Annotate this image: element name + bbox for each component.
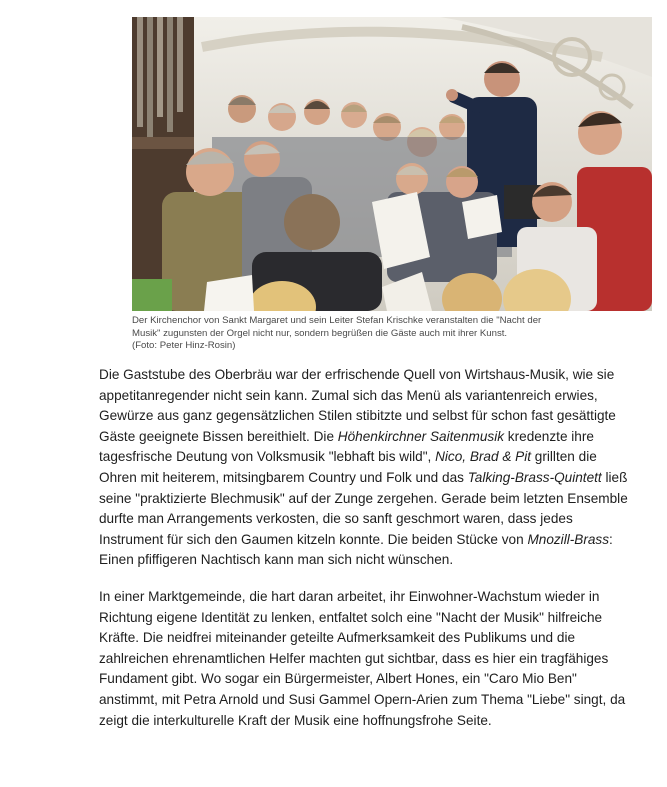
photo-credit: (Foto: Peter Hinz-Rosin) — [132, 340, 236, 352]
ensemble-name-talking-brass: Talking-Brass-Quintett — [467, 469, 602, 485]
p1-text-c: grillten die Ohren mit heiterem, mitsingbarem Country und Folk und das — [99, 449, 597, 485]
p1-text-b: kredenzte ihre tagesfrische Deutung von Volksmusik "lebhaft bis wild", — [99, 428, 594, 465]
ensemble-name-nico-brad-pit: Nico, Brad & Pit — [435, 449, 532, 465]
article-paragraph-2: In einer Marktgemeinde, die hart daran arbeitet, ihr Einwohner-Wachstum wieder in Richtung eigene Identität zu lenken, entfaltet solch eine "Nacht der Musik" hilfreiche Kräfte. Die neidfrei miteinander geteilte Aufmerksamkeit des Publikums und die zahlreichen ehrenamtlichen Helfer machten gut sichtbar, dass es hier ein tragfähiges Fundament gibt. Wo sogar ein Bürgermeister, Albert Hones, ein "Caro Mio Ben" anstimmt, mit Petra Arnold und Susi Gammel Opern-Arien zum Thema "Liebe" singt, da zeigt die interkulturelle Kraft der Musik eine hoffnungsfrohe Seite. — [99, 588, 626, 728]
choir-photo-illustration — [132, 17, 652, 311]
caption-line-2: Musik" zugunsten der Orgel nicht nur, sondern begrüßen die Gäste auch mit ihrer Kunst. — [132, 327, 508, 339]
article-photo — [132, 17, 652, 311]
photo-caption — [132, 315, 632, 353]
ensemble-name-saitenmusik: Höhenkirchner Saitenmusik — [337, 428, 505, 444]
p1-text-d: ließ seine "praktizierte Blechmusik" auf der Zunge zergehen. Gerade beim letzten Ensemble durfte man Arrangements verkosten, die so sanft geschmort waren, dass jedes Instrument für sich den Gaumen kitzeln konnte. Die beiden Stücke von — [99, 469, 628, 547]
ensemble-name-mnozill-brass: Mnozill-Brass — [527, 531, 610, 547]
p1-text-e: : Einen pfiffigeren Nachtisch kann man sich nicht wünschen. — [99, 531, 613, 568]
p1-text-a: Die Gaststube des Oberbräu war der erfrischende Quell von Wirtshaus-Musik, wie sie appetitanregender nicht sein kann. Zumal sich das Menü als variantenreich erwies, Gewürze aus ganz gegensätzlichen Stilen stibitzte und selbst für schon fast gesättigte Gäste geeignete Bissen bereithielt. Die — [99, 367, 616, 444]
article-body — [99, 365, 629, 747]
article-paragraph-1 — [99, 365, 629, 571]
caption-line-1: Der Kirchenchor von Sankt Margaret und sein Leiter Stefan Krischke veranstalten die "Nacht der — [132, 315, 542, 326]
